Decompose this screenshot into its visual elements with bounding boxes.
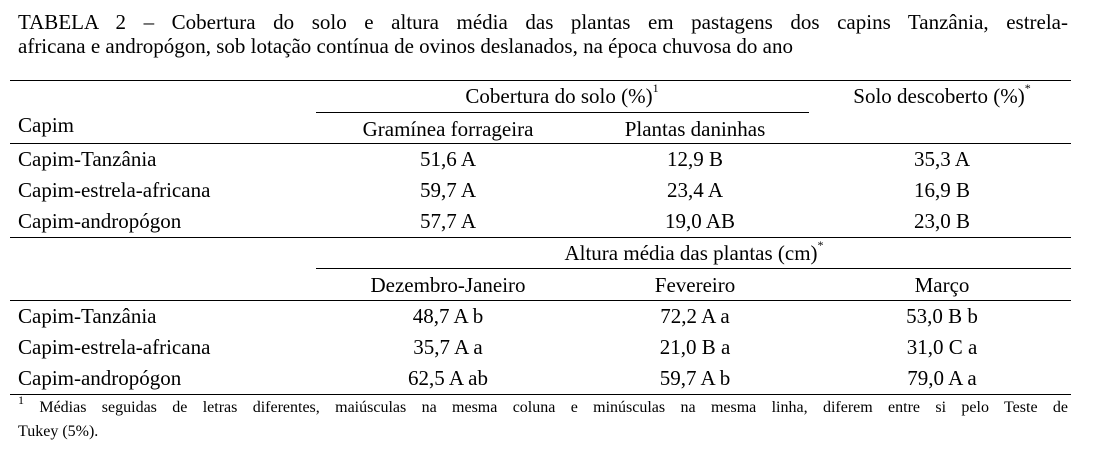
col-fevereiro: Fevereiro: [654, 273, 736, 297]
plant-height-header: [564, 238, 824, 265]
bare-soil-header: [853, 81, 1031, 108]
value-cell: 19,0 AB: [664, 209, 736, 233]
value-cell: 21,0 B a: [659, 335, 731, 359]
row-header-capim: Capim: [18, 113, 74, 137]
row-label: Capim-Tanzânia: [18, 304, 157, 328]
value-cell: 23,4 A: [666, 178, 724, 202]
footnote-line-1-text: Médias seguidas de letras diferentes, maiúsculas na mesma coluna e minúsculas na mesma linha, diferem entre si pelo Teste de: [24, 399, 1068, 416]
value-cell: 72,2 A a: [660, 304, 730, 328]
value-cell: 53,0 B b: [906, 304, 978, 328]
bare-soil-asterisk: *: [1024, 81, 1031, 95]
col-plantas-daninhas: Plantas daninhas: [624, 117, 766, 141]
section-divider-rule: [10, 237, 1071, 238]
plant-height-asterisk: *: [817, 238, 824, 252]
value-cell: 79,0 A a: [907, 366, 977, 390]
plant-height-subrule: [316, 268, 1071, 269]
caption-line-2: africana e andropógon, sob lotação contínua de ovinos deslanados, na época chuvosa do ano: [18, 34, 793, 58]
top-rule: [10, 80, 1071, 81]
section2-header-bottom-rule: [10, 300, 1071, 301]
col-marco: Março: [914, 273, 970, 297]
value-cell: 48,7 A b: [412, 304, 484, 328]
footnote-line-2: Tukey (5%).: [18, 423, 99, 440]
row-label: Capim-Tanzânia: [18, 147, 157, 171]
value-cell: 35,7 A a: [413, 335, 483, 359]
header-bottom-rule: [10, 143, 1071, 144]
footnote-line-1: [18, 393, 1068, 420]
row-label: Capim-andropógon: [18, 209, 182, 233]
value-cell: 57,7 A: [419, 209, 477, 233]
col-graminea-forrageira: Gramínea forrageira: [362, 117, 534, 141]
bottom-rule: [10, 394, 1071, 395]
bare-soil-header-text: Solo descoberto (%): [853, 84, 1025, 108]
ground-cover-header: [465, 81, 659, 108]
value-cell: 59,7 A b: [659, 366, 731, 390]
table-footnote: [18, 393, 1068, 444]
value-cell: 16,9 B: [913, 178, 971, 202]
value-cell: 59,7 A: [419, 178, 477, 202]
row-label: Capim-estrela-africana: [18, 178, 211, 202]
value-cell: 62,5 A ab: [408, 366, 488, 390]
value-cell: 51,6 A: [419, 147, 477, 171]
row-label: Capim-estrela-africana: [18, 335, 211, 359]
row-label: Capim-andropógon: [18, 366, 182, 390]
footnote-marker: 1: [18, 393, 24, 407]
ground-cover-footnote-marker: 1: [652, 81, 659, 95]
col-dezembro-janeiro: Dezembro-Janeiro: [370, 273, 526, 297]
plant-height-header-text: Altura média das plantas (cm): [564, 241, 818, 265]
table-caption: [18, 10, 1068, 58]
ground-cover-header-text: Cobertura do solo (%): [465, 84, 653, 108]
value-cell: 23,0 B: [913, 209, 971, 233]
value-cell: 35,3 A: [913, 147, 971, 171]
caption-line-1: TABELA 2 – Cobertura do solo e altura média das plantas em pastagens dos capins Tanzânia, estrela-: [18, 10, 1068, 34]
value-cell: 31,0 C a: [906, 335, 978, 359]
value-cell: 12,9 B: [666, 147, 724, 171]
ground-cover-subrule: [316, 112, 809, 113]
